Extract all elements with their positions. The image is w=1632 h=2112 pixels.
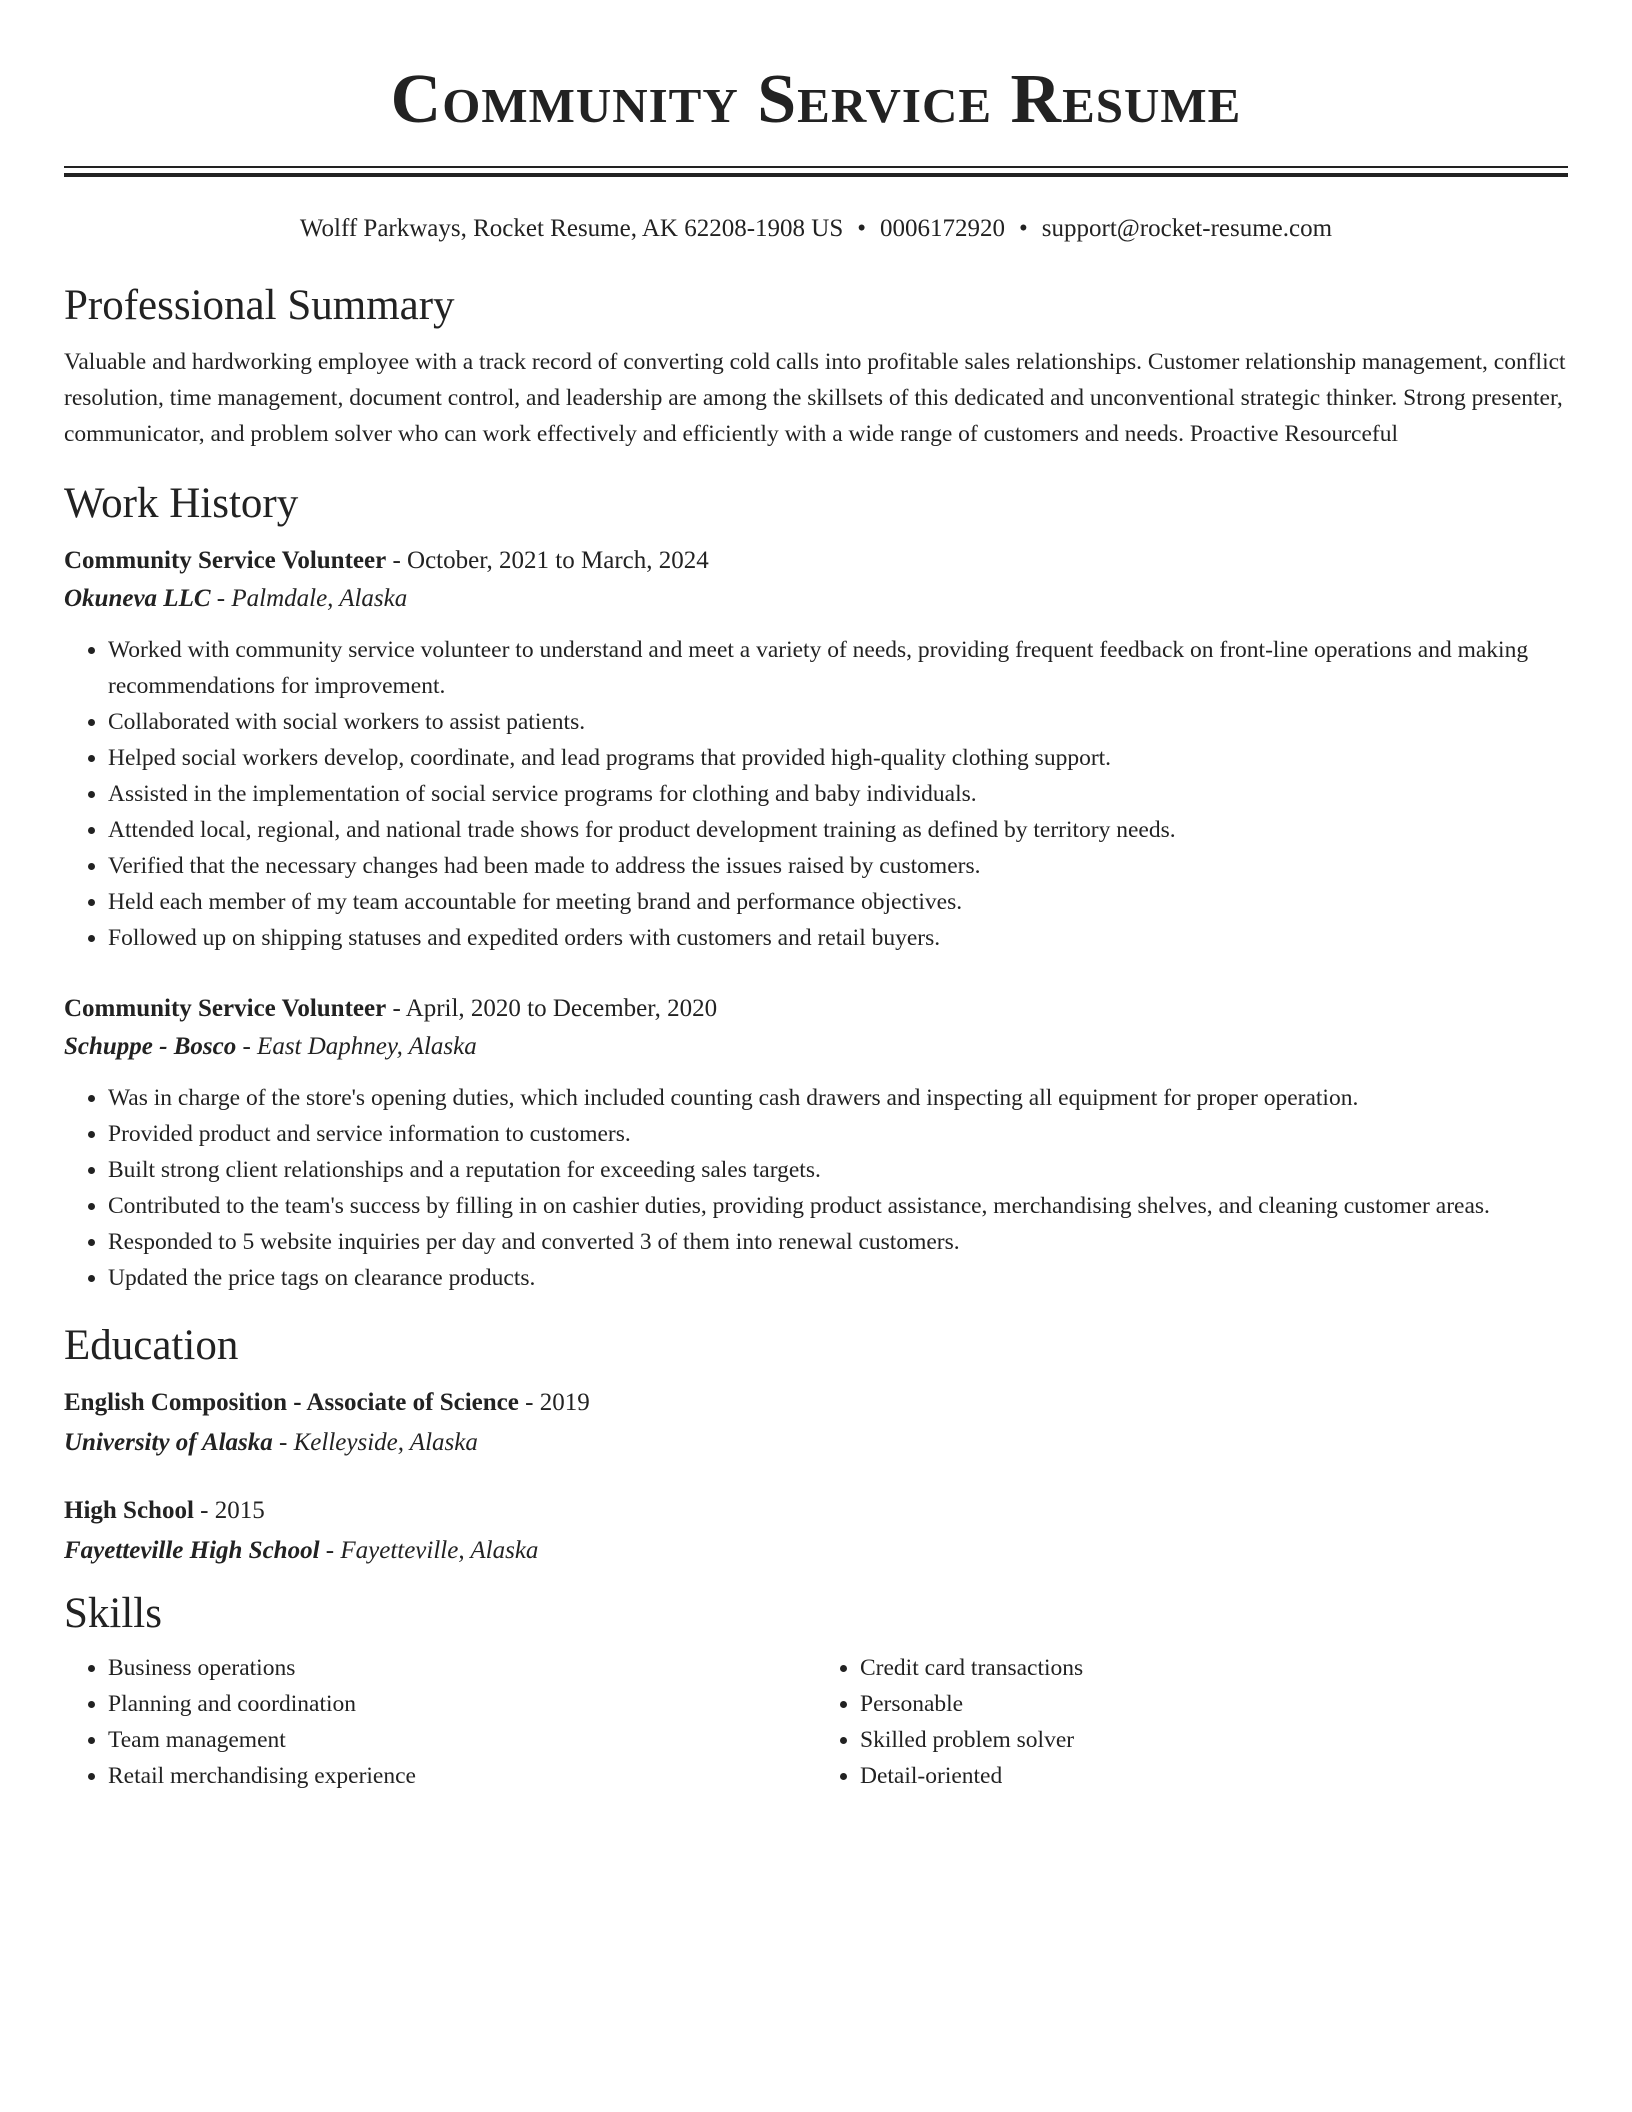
company-name: Schuppe - Bosco xyxy=(64,1033,237,1060)
list-item: • Followed up on shipping statuses and expedited orders with customers and retail buyers. xyxy=(108,920,1568,956)
summary-text: Valuable and hardworking employee with a track record of converting cold calls into profitable sales relationships. Customer relationship management, conflict resolution, time management, document control, and leadership are among the skillsets of this dedicated and unconventional strategic thinker. Strong presenter, communicator, and problem solver who can work effectively and efficiently with a wide range of customers and needs. Proactive Resourceful xyxy=(64,349,1566,447)
summary-heading: Professional Summary xyxy=(64,282,455,329)
school-line xyxy=(64,1532,1568,1570)
job-header xyxy=(64,990,1568,1028)
list-item: • Provided product and service information to customers. xyxy=(108,1116,1568,1152)
degree-name: English Composition - Associate of Science xyxy=(64,1389,519,1416)
job-dates: - April, 2020 to December, 2020 xyxy=(386,995,718,1022)
skill-item: • Planning and coordination xyxy=(108,1686,816,1722)
skill-item: • Business operations xyxy=(108,1650,816,1686)
degree-year: - 2019 xyxy=(518,1389,590,1416)
skills-heading: Skills xyxy=(64,1590,162,1637)
skills-list-right xyxy=(816,1650,1568,1794)
education-entry xyxy=(64,1492,1568,1570)
school-line xyxy=(64,1424,1568,1462)
school-location: - Fayetteville, Alaska xyxy=(319,1537,539,1564)
degree-name: High School xyxy=(64,1497,194,1524)
job-entry xyxy=(64,990,1568,1296)
skill-item: • Detail-oriented xyxy=(860,1758,1568,1794)
job-duties-list xyxy=(64,1080,1568,1296)
job-title: Community Service Volunteer xyxy=(64,995,387,1022)
education-entry xyxy=(64,1384,1568,1462)
skill-item: • Credit card transactions xyxy=(860,1650,1568,1686)
job-title: Community Service Volunteer xyxy=(64,547,387,574)
company-name: Okuneva LLC xyxy=(64,585,211,612)
skill-item: • Skilled problem solver xyxy=(860,1722,1568,1758)
job-entry xyxy=(64,542,1568,956)
skill-item: • Team management xyxy=(108,1722,816,1758)
degree-line xyxy=(64,1492,1568,1530)
job-location: - Palmdale, Alaska xyxy=(210,585,408,612)
degree-line xyxy=(64,1384,1568,1422)
contact-email: support@rocket-resume.com xyxy=(1041,215,1333,242)
skill-item: • Personable xyxy=(860,1686,1568,1722)
job-duties-list xyxy=(64,632,1568,956)
job-employer xyxy=(64,580,1568,618)
contact-line xyxy=(64,214,1568,244)
school-name: University of Alaska xyxy=(64,1429,273,1456)
contact-separator: • xyxy=(857,215,866,242)
contact-separator: • xyxy=(1019,215,1028,242)
list-item: • Assisted in the implementation of social service programs for clothing and baby individuals. xyxy=(108,776,1568,812)
list-item: • Built strong client relationships and a reputation for exceeding sales targets. xyxy=(108,1152,1568,1188)
job-location: - East Daphney, Alaska xyxy=(236,1033,477,1060)
work-history-heading: Work History xyxy=(64,480,299,527)
resume-title: Community Service Resume xyxy=(390,61,1242,138)
list-item: • Worked with community service volunteer to understand and meet a variety of needs, providing frequent feedback on front-line operations and making recommendations for improvement. xyxy=(108,632,1568,704)
education-heading: Education xyxy=(64,1322,239,1369)
list-item: • Updated the price tags on clearance products. xyxy=(108,1260,1568,1296)
school-name: Fayetteville High School xyxy=(64,1537,320,1564)
skill-item: • Retail merchandising experience xyxy=(108,1758,816,1794)
contact-phone: 0006172920 xyxy=(880,215,1005,242)
list-item: • Collaborated with social workers to assist patients. xyxy=(108,704,1568,740)
title-divider xyxy=(64,166,1568,178)
list-item: • Was in charge of the store's opening duties, which included counting cash drawers and inspecting all equipment for proper operation. xyxy=(108,1080,1568,1116)
skills-list-left xyxy=(64,1650,816,1794)
list-item: • Helped social workers develop, coordinate, and lead programs that provided high-quality clothing support. xyxy=(108,740,1568,776)
contact-address: Wolff Parkways, Rocket Resume, AK 62208-1908 US xyxy=(299,215,844,242)
list-item: • Verified that the necessary changes had been made to address the issues raised by customers. xyxy=(108,848,1568,884)
list-item: • Attended local, regional, and national trade shows for product development training as defined by territory needs. xyxy=(108,812,1568,848)
skills-columns xyxy=(64,1650,1568,1794)
list-item: • Contributed to the team's success by filling in on cashier duties, providing product assistance, merchandising shelves, and cleaning customer areas. xyxy=(108,1188,1568,1224)
job-employer xyxy=(64,1028,1568,1066)
degree-year: - 2015 xyxy=(193,1497,265,1524)
job-dates: - October, 2021 to March, 2024 xyxy=(386,547,709,574)
list-item: • Responded to 5 website inquiries per day and converted 3 of them into renewal customers. xyxy=(108,1224,1568,1260)
school-location: - Kelleyside, Alaska xyxy=(272,1429,478,1456)
list-item: • Held each member of my team accountable for meeting brand and performance objectives. xyxy=(108,884,1568,920)
job-header xyxy=(64,542,1568,580)
